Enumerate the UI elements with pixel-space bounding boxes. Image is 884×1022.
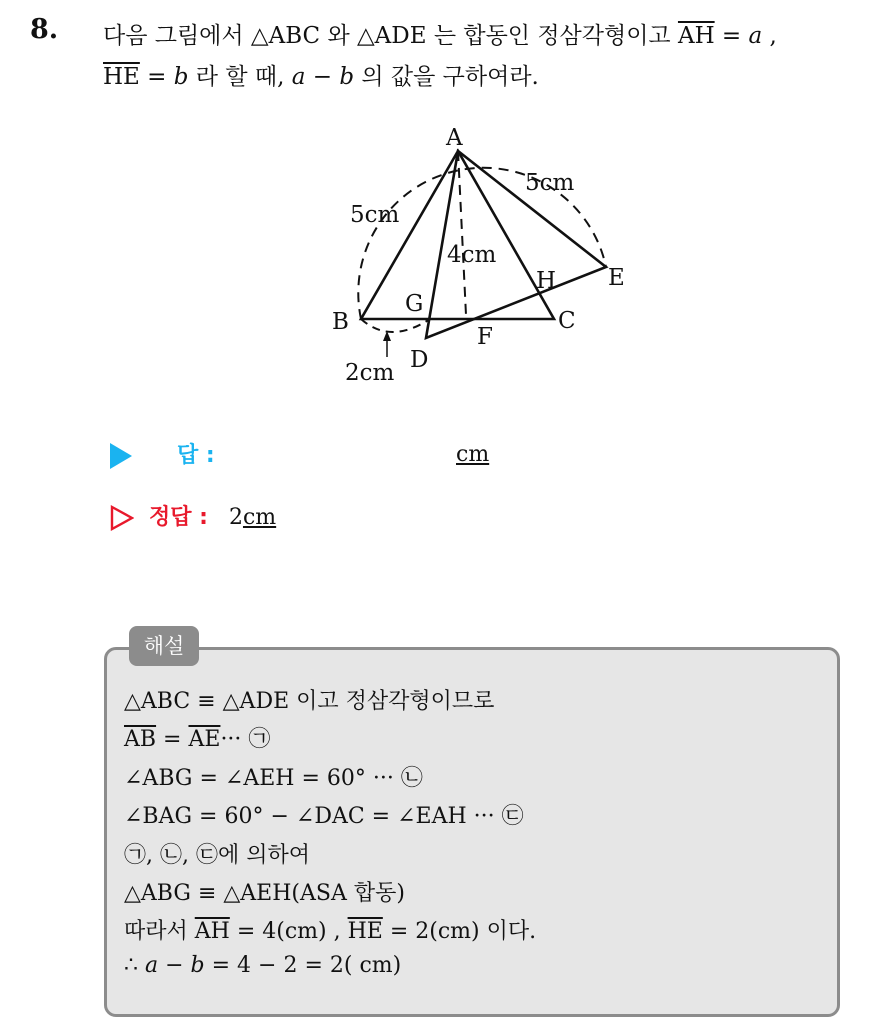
point-a: A [446, 125, 463, 151]
correct-unit: cm [242, 505, 277, 530]
answer-row [110, 438, 490, 469]
dashed-altitude [458, 151, 466, 315]
variable-a: a [748, 23, 763, 49]
length-bottom: 2cm [345, 360, 395, 386]
point-f: F [477, 324, 493, 350]
explanation-line: ㉠, ㉡, ㉢에 의하여 [124, 843, 310, 868]
question-line-1: 다음 그림에서 △ABC 와 △ADE 는 합동인 정삼각형이고 $\overline{AH} = a$ , [103, 23, 777, 49]
explanation-line: ∠BAG = 60° − ∠DAC = ∠EAH ··· ㉢ [124, 804, 524, 829]
point-h: H [536, 268, 557, 294]
correct-label: 정답 : [149, 505, 208, 530]
point-c: C [558, 308, 576, 334]
explanation-tag: 해설 [129, 626, 199, 666]
correct-value: 2 [228, 505, 243, 530]
play-triangle-icon [110, 443, 132, 469]
explanation-line: △ABC ≡ △ADE 이고 정삼각형이므로 [124, 689, 495, 714]
answer-label: 답 : [177, 443, 215, 468]
explanation-line: ∠ABG = ∠AEH = 60° ··· ㉡ [124, 766, 423, 791]
answer-unit: cm [456, 442, 490, 467]
point-d: D [410, 347, 429, 373]
explanation-line: $\overline{AB} = \overline{AE}\cdot\cdot\cdot$ ㉠ [124, 727, 271, 752]
geometry-figure [320, 115, 650, 404]
point-g: G [405, 291, 424, 317]
segment-he: $\overline{HE}$ [103, 64, 140, 90]
point-e: E [608, 265, 625, 291]
segment-ah: $\overline{AH}$ [677, 23, 715, 49]
outline-triangle-icon [110, 505, 134, 531]
length-height: 4cm [447, 242, 497, 268]
point-b: B [332, 309, 349, 335]
dashed-arc-lower [361, 319, 430, 332]
question-number: 8. [30, 14, 59, 45]
length-ab: 5cm [350, 202, 400, 228]
explanation-line: ∴ a − b = 4 − 2 = 2( cm) [124, 953, 402, 978]
length-ae: 5cm [525, 170, 575, 196]
question-line-2: $\overline{HE} = b$ 라 할 때, a − b 의 값을 구하여라. [103, 64, 539, 90]
explanation-line: 따라서 $\overline{AH} = 4(cm)$ , $\overline{HE} = 2(cm)$ 이다. [124, 919, 537, 944]
correct-answer-row [110, 500, 276, 531]
explanation-line: △ABG ≡ △AEH(ASA 합동) [124, 881, 405, 906]
